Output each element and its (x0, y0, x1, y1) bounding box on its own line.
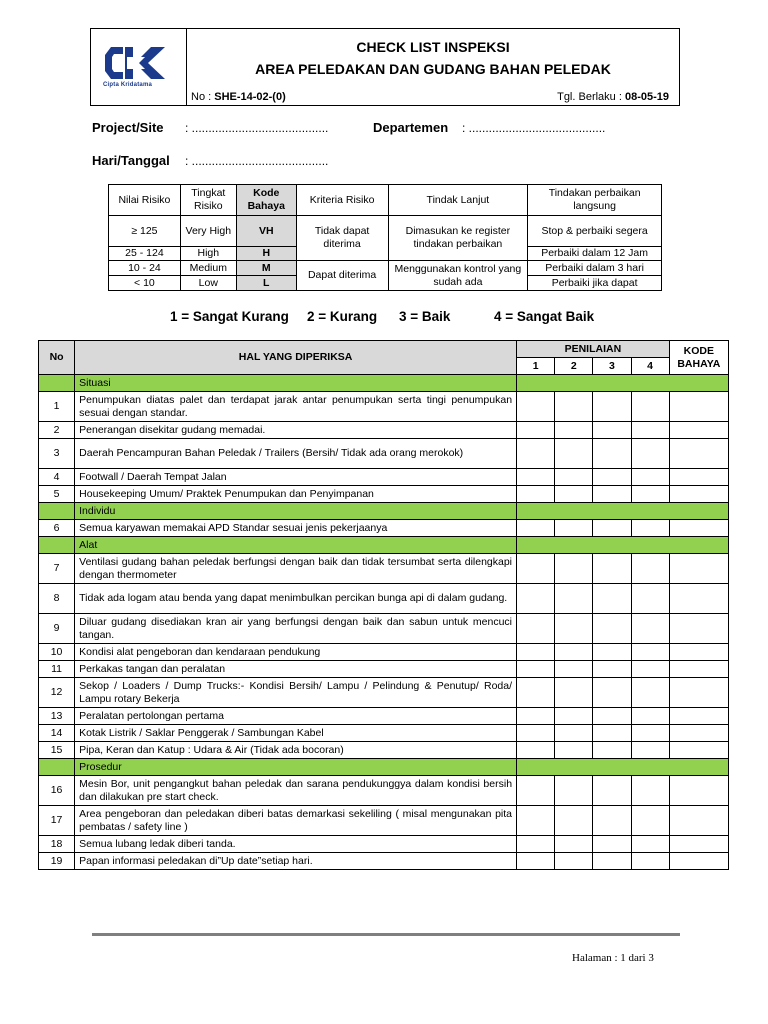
checklist-row (39, 469, 729, 486)
score-cell-1[interactable] (517, 725, 555, 742)
score-cell-2[interactable] (555, 742, 593, 759)
risk-header-nilai: Nilai Risiko (109, 185, 181, 216)
risk-tingkat: Medium (180, 261, 236, 276)
item-number: 15 (39, 742, 75, 759)
score-cell-3[interactable] (593, 776, 631, 806)
score-cell-2[interactable] (555, 836, 593, 853)
risk-header-kriteria: Kriteria Risiko (296, 185, 388, 216)
score-cell-4[interactable] (631, 708, 669, 725)
kode-bahaya-cell[interactable] (669, 742, 728, 759)
item-number: 13 (39, 708, 75, 725)
score-cell-3[interactable] (593, 584, 631, 614)
score-cell-3[interactable] (593, 392, 631, 422)
item-number: 7 (39, 554, 75, 584)
checklist-row (39, 806, 729, 836)
score-cell-1[interactable] (517, 422, 555, 439)
score-cell-1[interactable] (517, 661, 555, 678)
score-cell-3[interactable] (593, 806, 631, 836)
scale-3: 3 = Baik (399, 309, 451, 324)
score-cell-1[interactable] (517, 486, 555, 503)
score-cell-1[interactable] (517, 439, 555, 469)
logo-text: Cipta Kridatama (103, 82, 153, 88)
checklist-row (39, 439, 729, 469)
item-text: Semua karyawan memakai APD Standar sesuai jenis pekerjaanya (75, 520, 517, 537)
item-text: Diluar gudang disediakan kran air yang berfungsi dengan baik dan sabun untuk mencuci tangan. (75, 614, 517, 644)
score-cell-3[interactable] (593, 708, 631, 725)
score-cell-4[interactable] (631, 584, 669, 614)
department-label: Departemen (373, 120, 449, 135)
risk-nilai: < 10 (109, 276, 181, 291)
risk-header-kode: Kode Bahaya (236, 185, 296, 216)
item-text: Mesin Bor, unit pengangkut bahan peledak dan sarana pendukunggya dalam kondisi bersih dan dilakukan pre start check. (75, 776, 517, 806)
score-cell-1[interactable] (517, 806, 555, 836)
score-cell-3[interactable] (593, 439, 631, 469)
item-text: Pipa, Keran dan Katup : Udara & Air (Tidak ada bocoran) (75, 742, 517, 759)
score-cell-4[interactable] (631, 742, 669, 759)
checklist-row (39, 678, 729, 708)
score-cell-2[interactable] (555, 520, 593, 537)
section-row (39, 759, 729, 776)
kode-bahaya-cell[interactable] (669, 422, 728, 439)
item-text: Sekop / Loaders / Dump Trucks:- Kondisi Bersih/ Lampu / Pelindung & Penutup/ Roda/ Lampu rotary Bekerja (75, 678, 517, 708)
score-cell-2[interactable] (555, 422, 593, 439)
kode-bahaya-cell[interactable] (669, 392, 728, 422)
score-cell-1[interactable] (517, 392, 555, 422)
item-number: 12 (39, 678, 75, 708)
checklist-row (39, 392, 729, 422)
checklist-row (39, 644, 729, 661)
checklist-row (39, 614, 729, 644)
score-cell-2[interactable] (555, 392, 593, 422)
score-col-2: 2 (555, 358, 593, 375)
document-title-line1: CHECK LIST INSPEKSI (356, 39, 510, 55)
score-cell-4[interactable] (631, 836, 669, 853)
score-cell-4[interactable] (631, 469, 669, 486)
checklist-row (39, 708, 729, 725)
valid-date-value: 08-05-19 (624, 91, 669, 103)
item-number: 18 (39, 836, 75, 853)
score-cell-3[interactable] (593, 422, 631, 439)
score-cell-4[interactable] (631, 776, 669, 806)
risk-tindak-kontrol: Menggunakan kontrol yang sudah ada (388, 261, 528, 291)
item-text: Kondisi alat pengeboran dan kendaraan pendukung (75, 644, 517, 661)
company-logo (105, 45, 169, 81)
score-cell-3[interactable] (593, 836, 631, 853)
score-cell-2[interactable] (555, 806, 593, 836)
score-cell-4[interactable] (631, 678, 669, 708)
score-cell-1[interactable] (517, 836, 555, 853)
risk-aksi: Perbaiki dalam 12 Jam (528, 247, 662, 261)
score-cell-2[interactable] (555, 584, 593, 614)
score-cell-2[interactable] (555, 439, 593, 469)
section-row (39, 503, 729, 520)
project-field[interactable]: : ......................................... (185, 121, 329, 135)
section-spacer (39, 759, 75, 776)
risk-tindak-register: Dimasukan ke register tindakan perbaikan (388, 216, 528, 261)
kode-bahaya-cell[interactable] (669, 520, 728, 537)
score-cell-4[interactable] (631, 806, 669, 836)
score-cell-4[interactable] (631, 661, 669, 678)
item-number: 9 (39, 614, 75, 644)
score-cell-1[interactable] (517, 678, 555, 708)
score-cell-3[interactable] (593, 678, 631, 708)
risk-header-tingkat: Tingkat Risiko (180, 185, 236, 216)
scale-1: 1 = Sangat Kurang (170, 309, 289, 324)
item-text: Perkakas tangan dan peralatan (75, 661, 517, 678)
score-cell-1[interactable] (517, 853, 555, 870)
score-cell-2[interactable] (555, 469, 593, 486)
risk-kode: VH (236, 216, 296, 247)
risk-aksi: Perbaiki dalam 3 hari (528, 261, 662, 276)
score-cell-2[interactable] (555, 678, 593, 708)
item-text: Tidak ada logam atau benda yang dapat menimbulkan percikan bunga api di dalam gudang. (75, 584, 517, 614)
score-cell-3[interactable] (593, 469, 631, 486)
section-spacer (39, 375, 75, 392)
score-cell-1[interactable] (517, 614, 555, 644)
page-number: Halaman : 1 dari 3 (572, 952, 654, 964)
date-field[interactable]: : ......................................... (185, 154, 329, 168)
item-number: 11 (39, 661, 75, 678)
risk-kode: M (236, 261, 296, 276)
score-cell-2[interactable] (555, 725, 593, 742)
score-cell-4[interactable] (631, 439, 669, 469)
risk-kriteria-acceptable: Dapat diterima (296, 261, 388, 291)
kode-bahaya-cell[interactable] (669, 486, 728, 503)
item-text: Peralatan pertolongan pertama (75, 708, 517, 725)
date-label: Hari/Tanggal (92, 153, 170, 168)
score-cell-2[interactable] (555, 486, 593, 503)
checklist-row (39, 520, 729, 537)
section-fill (517, 503, 729, 520)
score-cell-1[interactable] (517, 554, 555, 584)
item-number: 3 (39, 439, 75, 469)
score-cell-1[interactable] (517, 584, 555, 614)
risk-matrix-table (108, 184, 662, 291)
risk-nilai: ≥ 125 (109, 216, 181, 247)
risk-nilai: 25 - 124 (109, 247, 181, 261)
checklist-table (38, 340, 729, 870)
item-text: Housekeeping Umum/ Praktek Penumpukan dan Penyimpanan (75, 486, 517, 503)
section-row (39, 537, 729, 554)
risk-tingkat: High (180, 247, 236, 261)
score-cell-4[interactable] (631, 614, 669, 644)
risk-kode: H (236, 247, 296, 261)
section-fill (517, 375, 729, 392)
score-cell-4[interactable] (631, 853, 669, 870)
score-cell-3[interactable] (593, 554, 631, 584)
risk-header-tindak: Tindak Lanjut (388, 185, 528, 216)
kode-bahaya-cell[interactable] (669, 439, 728, 469)
checklist-row (39, 584, 729, 614)
score-cell-4[interactable] (631, 486, 669, 503)
item-text: Ventilasi gudang bahan peledak berfungsi dengan baik dan tidak tersumbat serta dilengkapi dengan thermometer (75, 554, 517, 584)
score-cell-3[interactable] (593, 486, 631, 503)
score-cell-2[interactable] (555, 776, 593, 806)
header-penilaian: PENILAIAN (517, 341, 670, 358)
item-text: Area pengeboran dan peledakan diberi batas demarkasi sekeliling ( misal mengunakan pita pembatas / safety line ) (75, 806, 517, 836)
department-field[interactable]: : ......................................... (462, 121, 606, 135)
score-cell-1[interactable] (517, 776, 555, 806)
risk-tingkat: Very High (180, 216, 236, 247)
item-text: Penumpukan diatas palet dan terdapat jarak antar penumpukan serta tingi penumpukan sesuai dengan standar. (75, 392, 517, 422)
item-text: Penerangan disekitar gudang memadai. (75, 422, 517, 439)
item-number: 19 (39, 853, 75, 870)
kode-bahaya-cell[interactable] (669, 584, 728, 614)
doc-no-value: SHE-14-02-(0) (214, 91, 286, 103)
project-label: Project/Site (92, 120, 164, 135)
item-number: 16 (39, 776, 75, 806)
score-cell-2[interactable] (555, 644, 593, 661)
score-cell-2[interactable] (555, 614, 593, 644)
section-spacer (39, 503, 75, 520)
document-number (191, 91, 286, 103)
footer-divider (92, 933, 680, 936)
score-cell-3[interactable] (593, 742, 631, 759)
item-number: 14 (39, 725, 75, 742)
item-text: Semua lubang ledak diberi tanda. (75, 836, 517, 853)
risk-kriteria-unacceptable: Tidak dapat diterima (296, 216, 388, 261)
section-title: Prosedur (75, 759, 517, 776)
section-row (39, 375, 729, 392)
score-cell-3[interactable] (593, 614, 631, 644)
section-title: Situasi (75, 375, 517, 392)
score-cell-1[interactable] (517, 708, 555, 725)
header-no: No (39, 341, 75, 375)
section-title: Alat (75, 537, 517, 554)
checklist-row (39, 853, 729, 870)
score-col-3: 3 (593, 358, 631, 375)
checklist-row (39, 742, 729, 759)
checklist-row (39, 661, 729, 678)
risk-kode: L (236, 276, 296, 291)
checklist-row (39, 422, 729, 439)
document-header (90, 28, 680, 106)
score-cell-1[interactable] (517, 469, 555, 486)
item-number: 5 (39, 486, 75, 503)
score-cell-1[interactable] (517, 742, 555, 759)
score-cell-3[interactable] (593, 520, 631, 537)
risk-aksi: Stop & perbaiki segera (528, 216, 662, 247)
logo-cell (91, 29, 187, 105)
item-number: 2 (39, 422, 75, 439)
score-col-4: 4 (631, 358, 669, 375)
doc-no-label: No : (191, 91, 215, 103)
item-text: Papan informasi peledakan di”Up date”setiap hari. (75, 853, 517, 870)
kode-bahaya-cell[interactable] (669, 469, 728, 486)
score-cell-4[interactable] (631, 554, 669, 584)
score-cell-4[interactable] (631, 644, 669, 661)
item-number: 4 (39, 469, 75, 486)
risk-aksi: Perbaiki jika dapat (528, 276, 662, 291)
kode-bahaya-cell[interactable] (669, 678, 728, 708)
scale-2: 2 = Kurang (307, 309, 378, 324)
score-cell-2[interactable] (555, 708, 593, 725)
scale-4: 4 = Sangat Baik (494, 309, 595, 324)
score-cell-1[interactable] (517, 520, 555, 537)
item-number: 8 (39, 584, 75, 614)
kode-bahaya-cell[interactable] (669, 614, 728, 644)
score-cell-3[interactable] (593, 661, 631, 678)
valid-date-label: Tgl. Berlaku : (557, 91, 625, 103)
kode-bahaya-cell[interactable] (669, 776, 728, 806)
score-cell-4[interactable] (631, 392, 669, 422)
score-cell-3[interactable] (593, 644, 631, 661)
checklist-row (39, 554, 729, 584)
kode-bahaya-cell[interactable] (669, 853, 728, 870)
score-cell-4[interactable] (631, 422, 669, 439)
checklist-row (39, 776, 729, 806)
checklist-row (39, 836, 729, 853)
section-title: Individu (75, 503, 517, 520)
item-text: Kotak Listrik / Saklar Penggerak / Sambungan Kabel (75, 725, 517, 742)
item-number: 1 (39, 392, 75, 422)
score-cell-3[interactable] (593, 853, 631, 870)
risk-nilai: 10 - 24 (109, 261, 181, 276)
section-fill (517, 759, 729, 776)
score-cell-1[interactable] (517, 644, 555, 661)
item-text: Daerah Pencampuran Bahan Peledak / Trailers (Bersih/ Tidak ada orang merokok) (75, 439, 517, 469)
score-cell-4[interactable] (631, 520, 669, 537)
risk-tingkat: Low (180, 276, 236, 291)
section-spacer (39, 537, 75, 554)
score-col-1: 1 (517, 358, 555, 375)
item-text: Footwall / Daerah Tempat Jalan (75, 469, 517, 486)
header-item: HAL YANG DIPERIKSA (75, 341, 517, 375)
valid-date (557, 91, 669, 103)
score-cell-3[interactable] (593, 725, 631, 742)
kode-bahaya-cell[interactable] (669, 644, 728, 661)
score-cell-2[interactable] (555, 554, 593, 584)
kode-bahaya-cell[interactable] (669, 661, 728, 678)
kode-bahaya-cell[interactable] (669, 806, 728, 836)
kode-bahaya-cell[interactable] (669, 725, 728, 742)
kode-bahaya-cell[interactable] (669, 836, 728, 853)
section-fill (517, 537, 729, 554)
risk-header-perbaikan: Tindakan perbaikan langsung (528, 185, 662, 216)
item-number: 6 (39, 520, 75, 537)
item-number: 17 (39, 806, 75, 836)
item-number: 10 (39, 644, 75, 661)
score-cell-4[interactable] (631, 725, 669, 742)
document-title-line2: AREA PELEDAKAN DAN GUDANG BAHAN PELEDAK (255, 61, 611, 77)
checklist-row (39, 725, 729, 742)
kode-bahaya-cell[interactable] (669, 554, 728, 584)
checklist-row (39, 486, 729, 503)
score-cell-2[interactable] (555, 661, 593, 678)
header-kode-bahaya: KODE BAHAYA (669, 341, 728, 375)
score-cell-2[interactable] (555, 853, 593, 870)
kode-bahaya-cell[interactable] (669, 708, 728, 725)
